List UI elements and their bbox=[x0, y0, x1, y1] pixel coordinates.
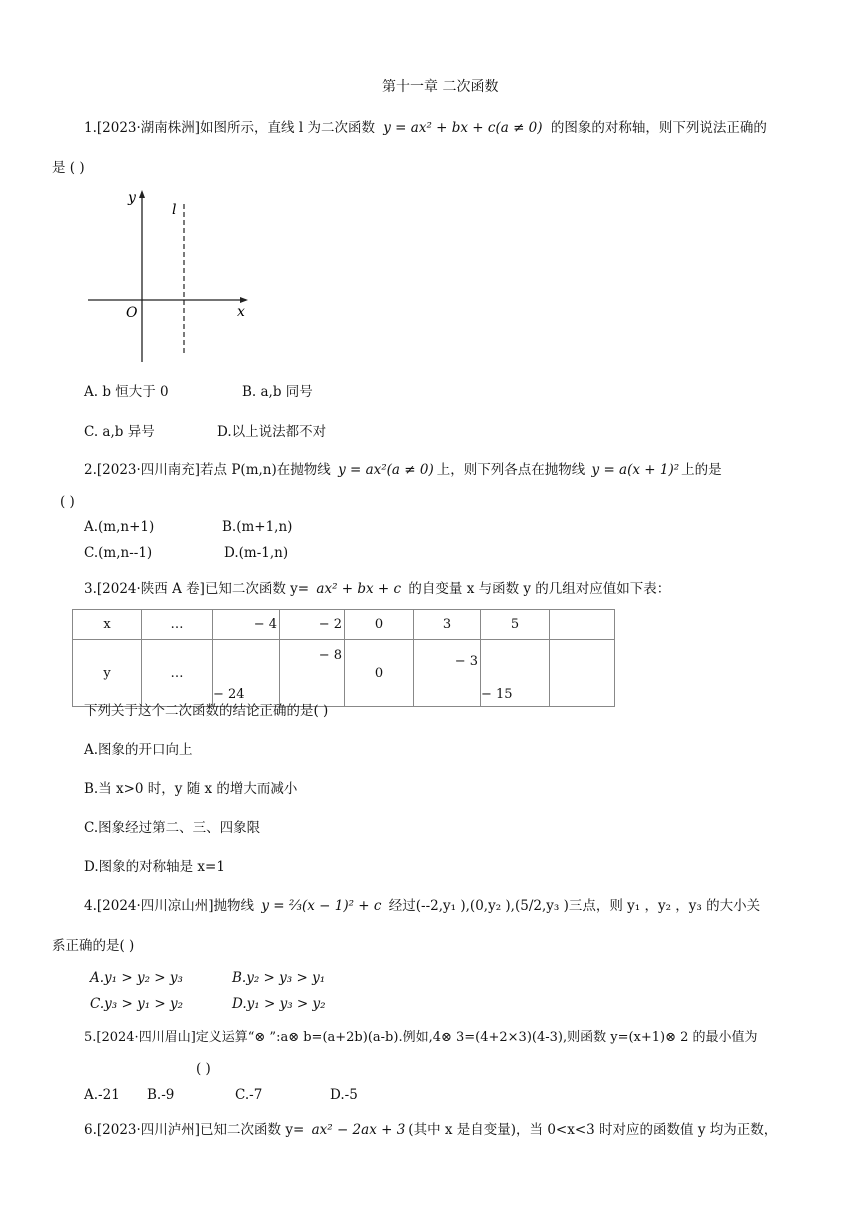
q2-option-c: C.(m,n--1) bbox=[84, 545, 153, 561]
q4-line2: 系正确的是( ) bbox=[52, 938, 135, 954]
q2-option-b: B.(m+1,n) bbox=[222, 519, 293, 535]
q1-line2: 是 ( ) bbox=[52, 160, 85, 176]
q2-suffix: 上的是 bbox=[681, 462, 722, 478]
q4-prefix: 4.[2024·四川凉山州]抛物线 bbox=[84, 898, 255, 914]
q6-suffix: (其中 x 是自变量)，当 0<x<3 时对应的函数值 y 均为正数， bbox=[408, 1122, 778, 1138]
q4-line1 bbox=[84, 894, 760, 914]
q5-line2: ( ) bbox=[196, 1061, 211, 1077]
table-cell: y bbox=[73, 640, 142, 707]
q2-formula1: y = ax²(a ≠ 0) bbox=[338, 462, 434, 478]
q4-suffix: 经过(--2,y₁ ),(0,y₂ ),(5/2,y₃ )三点，则 y₁ ，y₂ ，y₃ 的大小关 bbox=[388, 898, 761, 914]
q4-option-d: D.y₁ > y₃ > y₂ bbox=[232, 996, 326, 1012]
q1-option-d: D.以上说法都不对 bbox=[217, 424, 327, 440]
q4-option-c: C.y₃ > y₁ > y₂ bbox=[90, 996, 184, 1012]
value-table bbox=[72, 609, 615, 707]
table-cell: 5 bbox=[481, 610, 550, 640]
q4-formula: y = ⅔(x − 1)² + c bbox=[261, 898, 382, 914]
q1-graph bbox=[84, 186, 264, 366]
line-l-label: l bbox=[172, 202, 177, 218]
x-axis-label: x bbox=[237, 304, 245, 320]
q4-option-b: B.y₂ > y₃ > y₁ bbox=[232, 970, 326, 986]
q1-option-c: C. a,b 异号 bbox=[84, 424, 155, 440]
q6-line1 bbox=[84, 1118, 777, 1138]
q5-option-d: D.-5 bbox=[330, 1087, 358, 1103]
q5-line1: 5.[2024·四川眉山]定义运算“⊗ ”:a⊗ b=(a+2b)(a-b).例如,4⊗ 3=(4+2×3)(4-3),则函数 y=(x+1)⊗ 2 的最小值为 bbox=[84, 1030, 758, 1045]
q3-line1 bbox=[84, 577, 670, 597]
table-cell: − 4 bbox=[213, 610, 280, 640]
q4-option-a: A.y₁ > y₂ > y₃ bbox=[90, 970, 183, 986]
table-row-x bbox=[73, 610, 615, 640]
y-axis-arrow-icon bbox=[139, 190, 145, 198]
q5-option-a: A.-21 bbox=[84, 1087, 120, 1103]
q2-line2: ( ) bbox=[60, 494, 75, 510]
y-axis-label: y bbox=[128, 190, 136, 206]
q3-stem: 下列关于这个二次函数的结论正确的是( ) bbox=[84, 703, 329, 719]
q2-mid: 上，则下列各点在抛物线 bbox=[436, 462, 586, 478]
table-cell bbox=[550, 610, 615, 640]
q1-option-a: A. b 恒大于 0 bbox=[84, 384, 169, 400]
table-cell: … bbox=[142, 610, 213, 640]
table-cell: x bbox=[73, 610, 142, 640]
table-cell: − 3 bbox=[414, 640, 481, 707]
q3-option-a: A.图象的开口向上 bbox=[84, 742, 193, 758]
x-axis-arrow-icon bbox=[240, 297, 248, 303]
q3-suffix: 的自变量 x 与函数 y 的几组对应值如下表： bbox=[408, 581, 671, 597]
q2-option-a: A.(m,n+1) bbox=[84, 519, 155, 535]
q2-prefix: 2.[2023·四川南充]若点 P(m,n)在抛物线 bbox=[84, 462, 331, 478]
q3-formula: ax² + bx + c bbox=[316, 581, 402, 597]
table-cell bbox=[550, 640, 615, 707]
q5-option-c: C.-7 bbox=[235, 1087, 263, 1103]
q2-line1 bbox=[84, 458, 722, 478]
page-title: 第十一章 二次函数 bbox=[382, 79, 499, 95]
q2-formula2: y = a(x + 1)² bbox=[591, 462, 680, 478]
q3-option-b: B.当 x>0 时，y 随 x 的增大而减小 bbox=[84, 781, 298, 797]
table-cell: − 24 bbox=[213, 640, 280, 707]
q3-option-d: D.图象的对称轴是 x=1 bbox=[84, 859, 225, 875]
q3-prefix: 3.[2024·陕西 A 卷]已知二次函数 y= bbox=[84, 581, 310, 597]
table-cell: − 15 bbox=[481, 640, 550, 707]
q1-prefix: 1.[2023·湖南株洲]如图所示，直线 l 为二次函数 bbox=[84, 120, 375, 136]
table-cell: 3 bbox=[414, 610, 481, 640]
table-cell: 0 bbox=[345, 610, 414, 640]
q2-option-d: D.(m-1,n) bbox=[224, 545, 289, 561]
table-cell: 0 bbox=[345, 640, 414, 707]
q3-option-c: C.图象经过第二、三、四象限 bbox=[84, 820, 261, 836]
q1-formula: y = ax² + bx + c(a ≠ 0) bbox=[383, 120, 543, 136]
table-cell: − 2 bbox=[280, 610, 345, 640]
q5-option-b: B.-9 bbox=[147, 1087, 175, 1103]
table-row-y bbox=[73, 640, 615, 707]
table-cell: − 8 bbox=[280, 640, 345, 707]
origin-label: O bbox=[126, 305, 138, 321]
q1-line1 bbox=[84, 116, 767, 136]
q1-suffix: 的图象的对称轴，则下列说法正确的 bbox=[550, 120, 767, 136]
q6-prefix: 6.[2023·四川泸州]已知二次函数 y= bbox=[84, 1122, 305, 1138]
q6-formula: ax² − 2ax + 3 bbox=[311, 1122, 406, 1138]
table-cell: … bbox=[142, 640, 213, 707]
q1-option-b: B. a,b 同号 bbox=[242, 384, 313, 400]
